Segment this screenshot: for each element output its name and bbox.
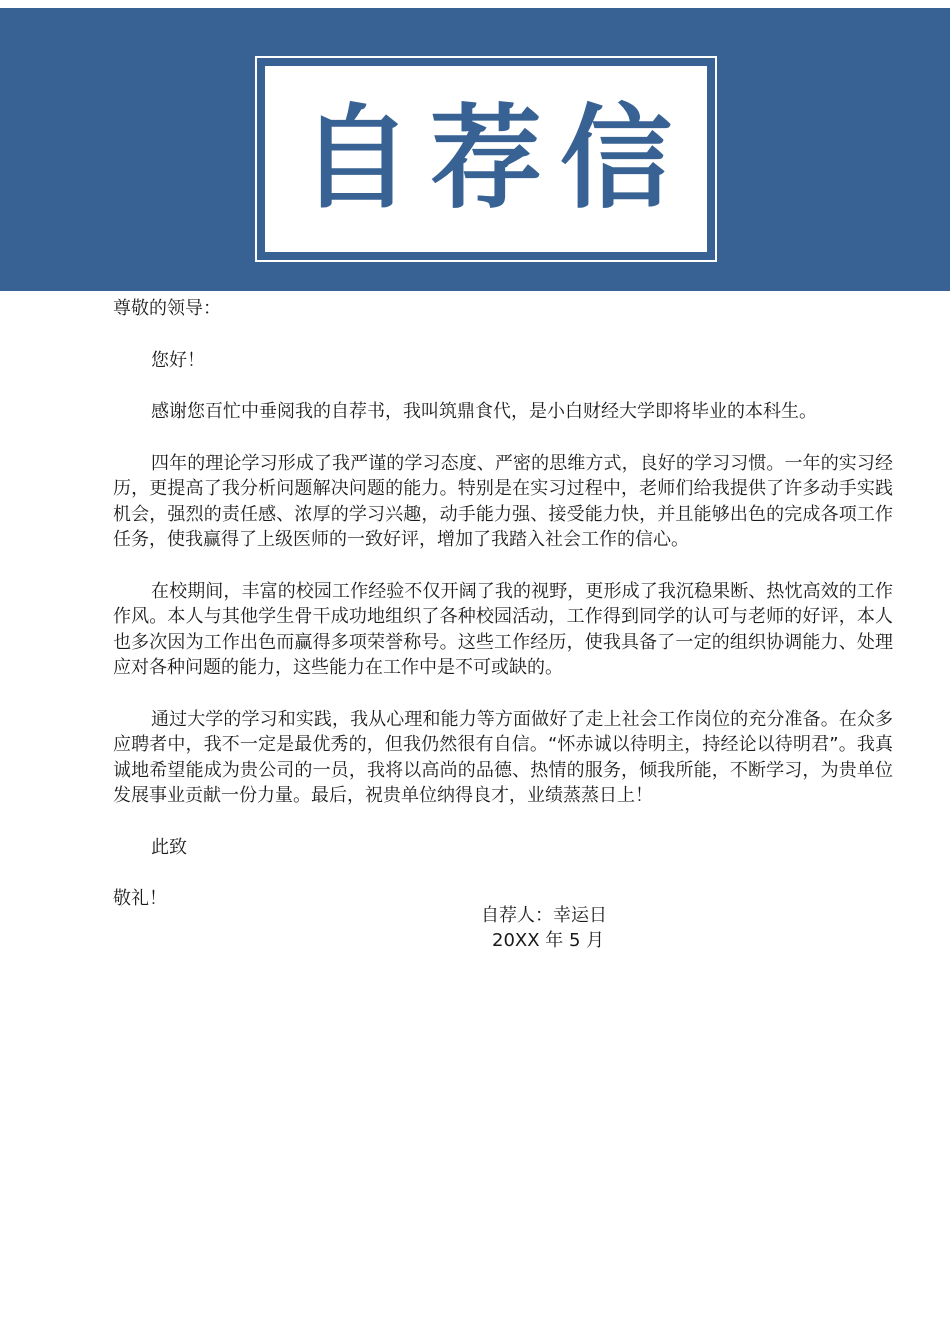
letter-body <box>113 296 893 912</box>
paragraph-3: 在校期间，丰富的校园工作经验不仅开阔了我的视野，更形成了我沉稳果断、热忱高效的工作作风。本人与其他学生骨干成功地组织了各种校园活动，工作得到同学的认可与老师的好评，本人也多次因为工作出色而赢得多项荣誉称号。这些工作经历，使我具备了一定的组织协调能力、处理应对各种问题的能力，这些能力在工作中是不可或缺的。 <box>113 580 893 678</box>
greeting-line: 您好！ <box>151 349 205 371</box>
salutation: 尊敬的领导： <box>113 298 221 319</box>
page-title: 自荐信 <box>300 94 690 224</box>
title-frame <box>255 56 717 262</box>
closing-line-1: 此致 <box>151 836 187 858</box>
closing-line-2: 敬礼！ <box>113 888 167 909</box>
title-box <box>265 66 707 252</box>
header-band <box>0 8 950 291</box>
signature-block <box>481 903 607 953</box>
paragraph-1: 感谢您百忙中垂阅我的自荐书，我叫筑鼎食代，是小白财经大学即将毕业的本科生。 <box>151 401 817 422</box>
signer-name: 自荐人：幸运日 <box>481 905 607 926</box>
paragraph-2: 四年的理论学习形成了我严谨的学习态度、严密的思维方式，良好的学习习惯。一年的实习经历，更提高了我分析问题解决问题的能力。特别是在实习过程中，老师们给我提供了许多动手实践机会，强烈的责任感、浓厚的学习兴趣，动手能力强、接受能力快，并且能够出色的完成各项工作任务，使我赢得了上级医师的一致好评，增加了我踏入社会工作的信心。 <box>113 452 893 550</box>
signature-date: 20XX 年 5 月 <box>492 930 605 951</box>
paragraph-4: 通过大学的学习和实践，我从心理和能力等方面做好了走上社会工作岗位的充分准备。在众多应聘者中，我不一定是最优秀的，但我仍然很有自信。“怀赤诚以待明主，持经论以待明君”。我真诚地希望能成为贵公司的一员，我将以高尚的品德、热情的服务，倾我所能，不断学习，为贵单位发展事业贡献一份力量。最后，祝贵单位纳得良才，业绩蒸蒸日上！ <box>113 708 893 806</box>
